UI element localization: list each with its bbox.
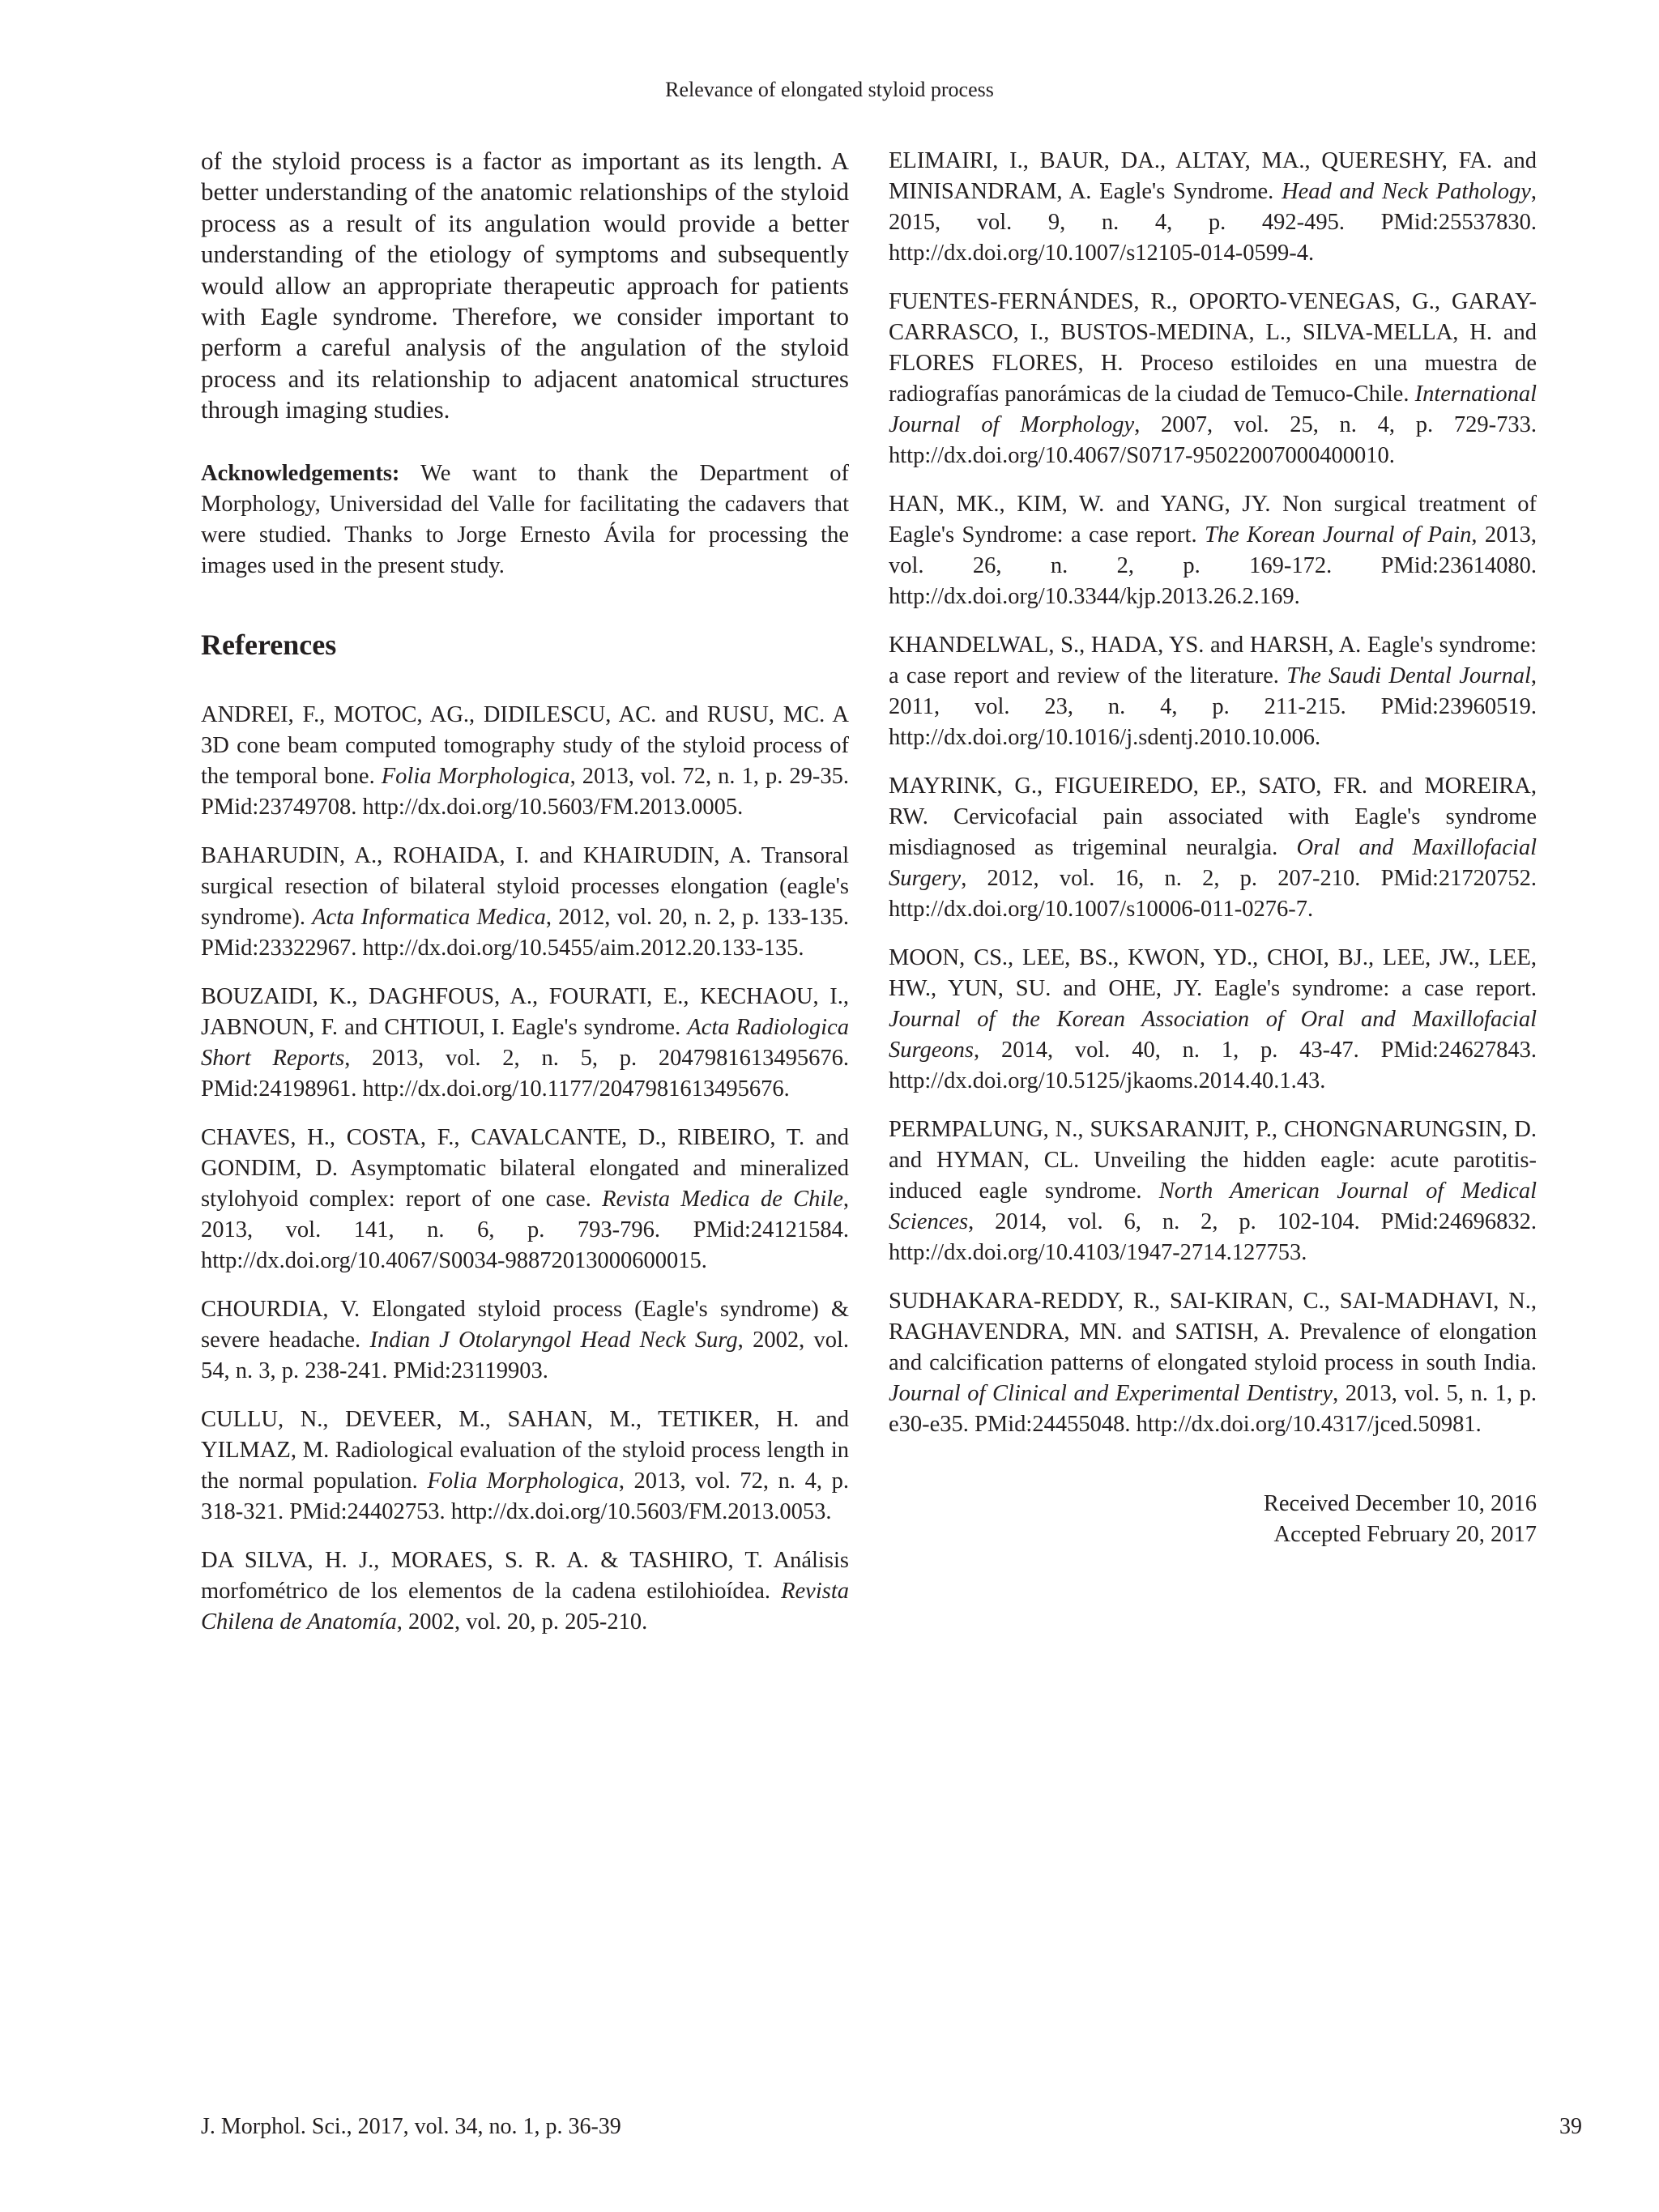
reference-details: , 2007, vol. 25, n. 4, p. 729-733. http://dx.doi.org/10.4067/S0717-95022007000400010. — [889, 412, 1537, 468]
reference-details: , 2014, vol. 6, n. 2, p. 102-104. PMid:24696832. http://dx.doi.org/10.4103/1947-2714.127753. — [889, 1209, 1537, 1265]
references-heading: References — [201, 628, 337, 661]
reference-entry — [201, 1123, 849, 1276]
reference-details: , 2013, vol. 5, n. 1, p. e30-e35. PMid:24455048. http://dx.doi.org/10.4317/jced.50981. — [889, 1381, 1537, 1437]
reference-details: , 2013, vol. 72, n. 4, p. 318-321. PMid:24402753. http://dx.doi.org/10.5603/FM.2013.0053. — [201, 1468, 849, 1524]
reference-journal: Oral and Maxillofacial Surgery — [889, 835, 1537, 891]
reference-text: CHAVES, H., COSTA, F., CAVALCANTE, D., RIBEIRO, T. and GONDIM, D. Asymptomatic bilateral elongated and mineralized stylohyoid complex: report of one case. — [201, 1124, 849, 1212]
reference-entry — [201, 1545, 849, 1638]
reference-journal: Journal of Clinical and Experimental Dentistry — [889, 1381, 1333, 1406]
reference-details: , 2013, vol. 26, n. 2, p. 169-172. PMid:23614080. http://dx.doi.org/10.3344/kjp.2013.26.2.169. — [889, 522, 1537, 609]
reference-list-right — [889, 146, 1537, 1440]
reference-journal: Revista Medica de Chile — [602, 1186, 843, 1212]
reference-text: BAHARUDIN, A., ROHAIDA, I. and KHAIRUDIN, A. Transoral surgical resection of bilateral styloid processes elongation (eagle's syndrome). — [201, 842, 849, 930]
reference-entry — [889, 943, 1537, 1097]
reference-entry — [201, 1404, 849, 1528]
reference-details: , 2002, vol. 54, n. 3, p. 238-241. PMid:23119903. — [201, 1327, 850, 1383]
reference-entry — [889, 489, 1537, 612]
reference-text: MOON, CS., LEE, BS., KWON, YD., CHOI, BJ., LEE, JW., LEE, HW., YUN, SU. and OHE, JY. Eagle's syndrome: a case report. — [889, 945, 1537, 1001]
reference-details: , 2014, vol. 40, n. 1, p. 43-47. PMid:24627843. http://dx.doi.org/10.5125/jkaoms.2014.40.1.43. — [889, 1038, 1537, 1093]
reference-entry — [889, 287, 1537, 471]
reference-entry — [889, 771, 1537, 925]
article-dates — [889, 1489, 1537, 1550]
reference-journal: International Journal of Morphology — [889, 381, 1537, 437]
reference-details: , 2013, vol. 72, n. 1, p. 29-35. PMid:23749708. http://dx.doi.org/10.5603/FM.2013.0005. — [201, 763, 849, 820]
reference-journal: Acta Radiologica Short Reports — [201, 1014, 849, 1071]
reference-entry — [201, 841, 849, 964]
reference-journal: Folia Morphologica — [427, 1468, 619, 1494]
reference-text: CHOURDIA, V. Elongated styloid process (Eagle's syndrome) & severe headache. — [201, 1296, 849, 1353]
reference-text: SUDHAKARA-REDDY, R., SAI-KIRAN, C., SAI-MADHAVI, N., RAGHAVENDRA, MN. and SATISH, A. Prevalence of elongation and calcification patterns of elongated styloid process in south India. — [889, 1289, 1537, 1375]
reference-details: , 2012, vol. 16, n. 2, p. 207-210. PMid:21720752. http://dx.doi.org/10.1007/s10006-011-0276-7. — [889, 866, 1537, 922]
page-number: 39 — [1559, 2114, 1582, 2139]
reference-text: ELIMAIRI, I., BAUR, DA., ALTAY, MA., QUERESHY, FA. and MINISANDRAM, A. Eagle's Syndrome. — [889, 148, 1537, 204]
reference-entry — [889, 1286, 1537, 1440]
running-title: Relevance of elongated styloid process — [665, 78, 994, 101]
reference-journal: The Korean Journal of Pain — [1204, 522, 1472, 548]
reference-text: MAYRINK, G., FIGUEIREDO, EP., SATO, FR. and MOREIRA, RW. Cervicofacial pain associated with Eagle's syndrome misdiagnosed as trigeminal neuralgia. — [889, 774, 1537, 860]
reference-journal: Acta Informatica Medica — [312, 904, 546, 930]
reference-text: PERMPALUNG, N., SUKSARANJIT, P., CHONGNARUNGSIN, D. and HYMAN, CL. Unveiling the hidden eagle: acute parotitis-induced eagle syndrome. — [889, 1117, 1537, 1204]
reference-details: , 2013, vol. 141, n. 6, p. 793-796. PMid:24121584. http://dx.doi.org/10.4067/S0034-98872013000600015. — [201, 1186, 849, 1273]
reference-text: DA SILVA, H. J., MORAES, S. R. A. & TASHIRO, T. Análisis morfométrico de los elementos de la cadena estilohioídea. — [201, 1547, 849, 1604]
reference-journal: Revista Chilena de Anatomía — [201, 1578, 849, 1634]
reference-journal: Head and Neck Pathology — [1282, 179, 1531, 204]
reference-details: , 2015, vol. 9, n. 4, p. 492-495. PMid:25537830. http://dx.doi.org/10.1007/s12105-014-0599-4. — [889, 179, 1537, 266]
reference-text: ANDREI, F., MOTOC, AG., DIDILESCU, AC. and RUSU, MC. A 3D cone beam computed tomography study of the styloid process of the temporal bone. — [201, 701, 849, 789]
reference-text: CULLU, N., DEVEER, M., SAHAN, M., TETIKER, H. and YILMAZ, M. Radiological evaluation of the styloid process length in the normal population. — [201, 1406, 849, 1494]
reference-details: , 2011, vol. 23, n. 4, p. 211-215. PMid:23960519. http://dx.doi.org/10.1016/j.sdentj.2010.10.006. — [889, 663, 1537, 750]
reference-details: , 2002, vol. 20, p. 205-210. — [396, 1609, 648, 1634]
right-column — [889, 146, 1537, 1550]
accepted-date: Accepted February 20, 2017 — [1273, 1522, 1537, 1547]
acknowledgements-label: Acknowledgements: — [201, 460, 400, 486]
reference-list-left — [201, 700, 849, 1638]
reference-text: KHANDELWAL, S., HADA, YS. and HARSH, A. Eagle's syndrome: a case report and review of the literature. — [889, 633, 1537, 688]
reference-text: FUENTES-FERNÁNDES, R., OPORTO-VENEGAS, G., GARAY-CARRASCO, I., BUSTOS-MEDINA, L., SILVA-MELLA, H. and FLORES FLORES, H. Proceso estiloides en una muestra de radiografías panorámicas de la ciudad de Temuco-Chile. — [889, 289, 1537, 407]
reference-details: , 2013, vol. 2, n. 5, p. 2047981613495676. PMid:24198961. http://dx.doi.org/10.1177/2047981613495676. — [201, 1045, 850, 1102]
reference-journal: Indian J Otolaryngol Head Neck Surg — [369, 1327, 738, 1353]
reference-details: , 2012, vol. 20, n. 2, p. 133-135. PMid:23322967. http://dx.doi.org/10.5455/aim.2012.20.133-135. — [201, 904, 849, 961]
reference-journal: North American Journal of Medical Sciences — [889, 1178, 1537, 1234]
reference-text: BOUZAIDI, K., DAGHFOUS, A., FOURATI, E., KECHAOU, I., JABNOUN, F. and CHTIOUI, I. Eagle's syndrome. — [201, 983, 849, 1040]
reference-entry — [201, 1294, 849, 1387]
reference-entry — [201, 700, 849, 823]
reference-text: HAN, MK., KIM, W. and YANG, JY. Non surgical treatment of Eagle's Syndrome: a case report. — [889, 492, 1537, 548]
reference-journal: The Saudi Dental Journal — [1286, 663, 1531, 688]
reference-journal: Journal of the Korean Association of Oral and Maxillofacial Surgeons — [889, 1007, 1537, 1063]
reference-journal: Folia Morphologica — [381, 763, 570, 789]
body-paragraph: of the styloid process is a factor as important as its length. A better understanding of the anatomic relationships of the styloid process as a result of its angulation would provide a better understanding of the etiology of symptoms and subsequently would allow an appropriate therapeutic approach for patients with Eagle syndrome. Therefore, we consider important to perform a careful analysis of the angulation of the styloid process and its relationship to adjacent anatomical structures through imaging studies. — [201, 147, 849, 424]
reference-entry — [889, 630, 1537, 753]
acknowledgements-text: We want to thank the Department of Morphology, Universidad del Valle for facilitating the cadavers that were studied. Thanks to Jorge Ernesto Ávila for processing the images used in the present study. — [201, 460, 849, 578]
reference-entry — [201, 982, 849, 1105]
acknowledgements — [201, 458, 849, 582]
reference-entry — [889, 1115, 1537, 1268]
left-column — [201, 146, 849, 1656]
received-date: Received December 10, 2016 — [1263, 1491, 1537, 1516]
reference-entry — [889, 146, 1537, 269]
footer-citation: J. Morphol. Sci., 2017, vol. 34, no. 1, p. 36-39 — [201, 2114, 621, 2139]
